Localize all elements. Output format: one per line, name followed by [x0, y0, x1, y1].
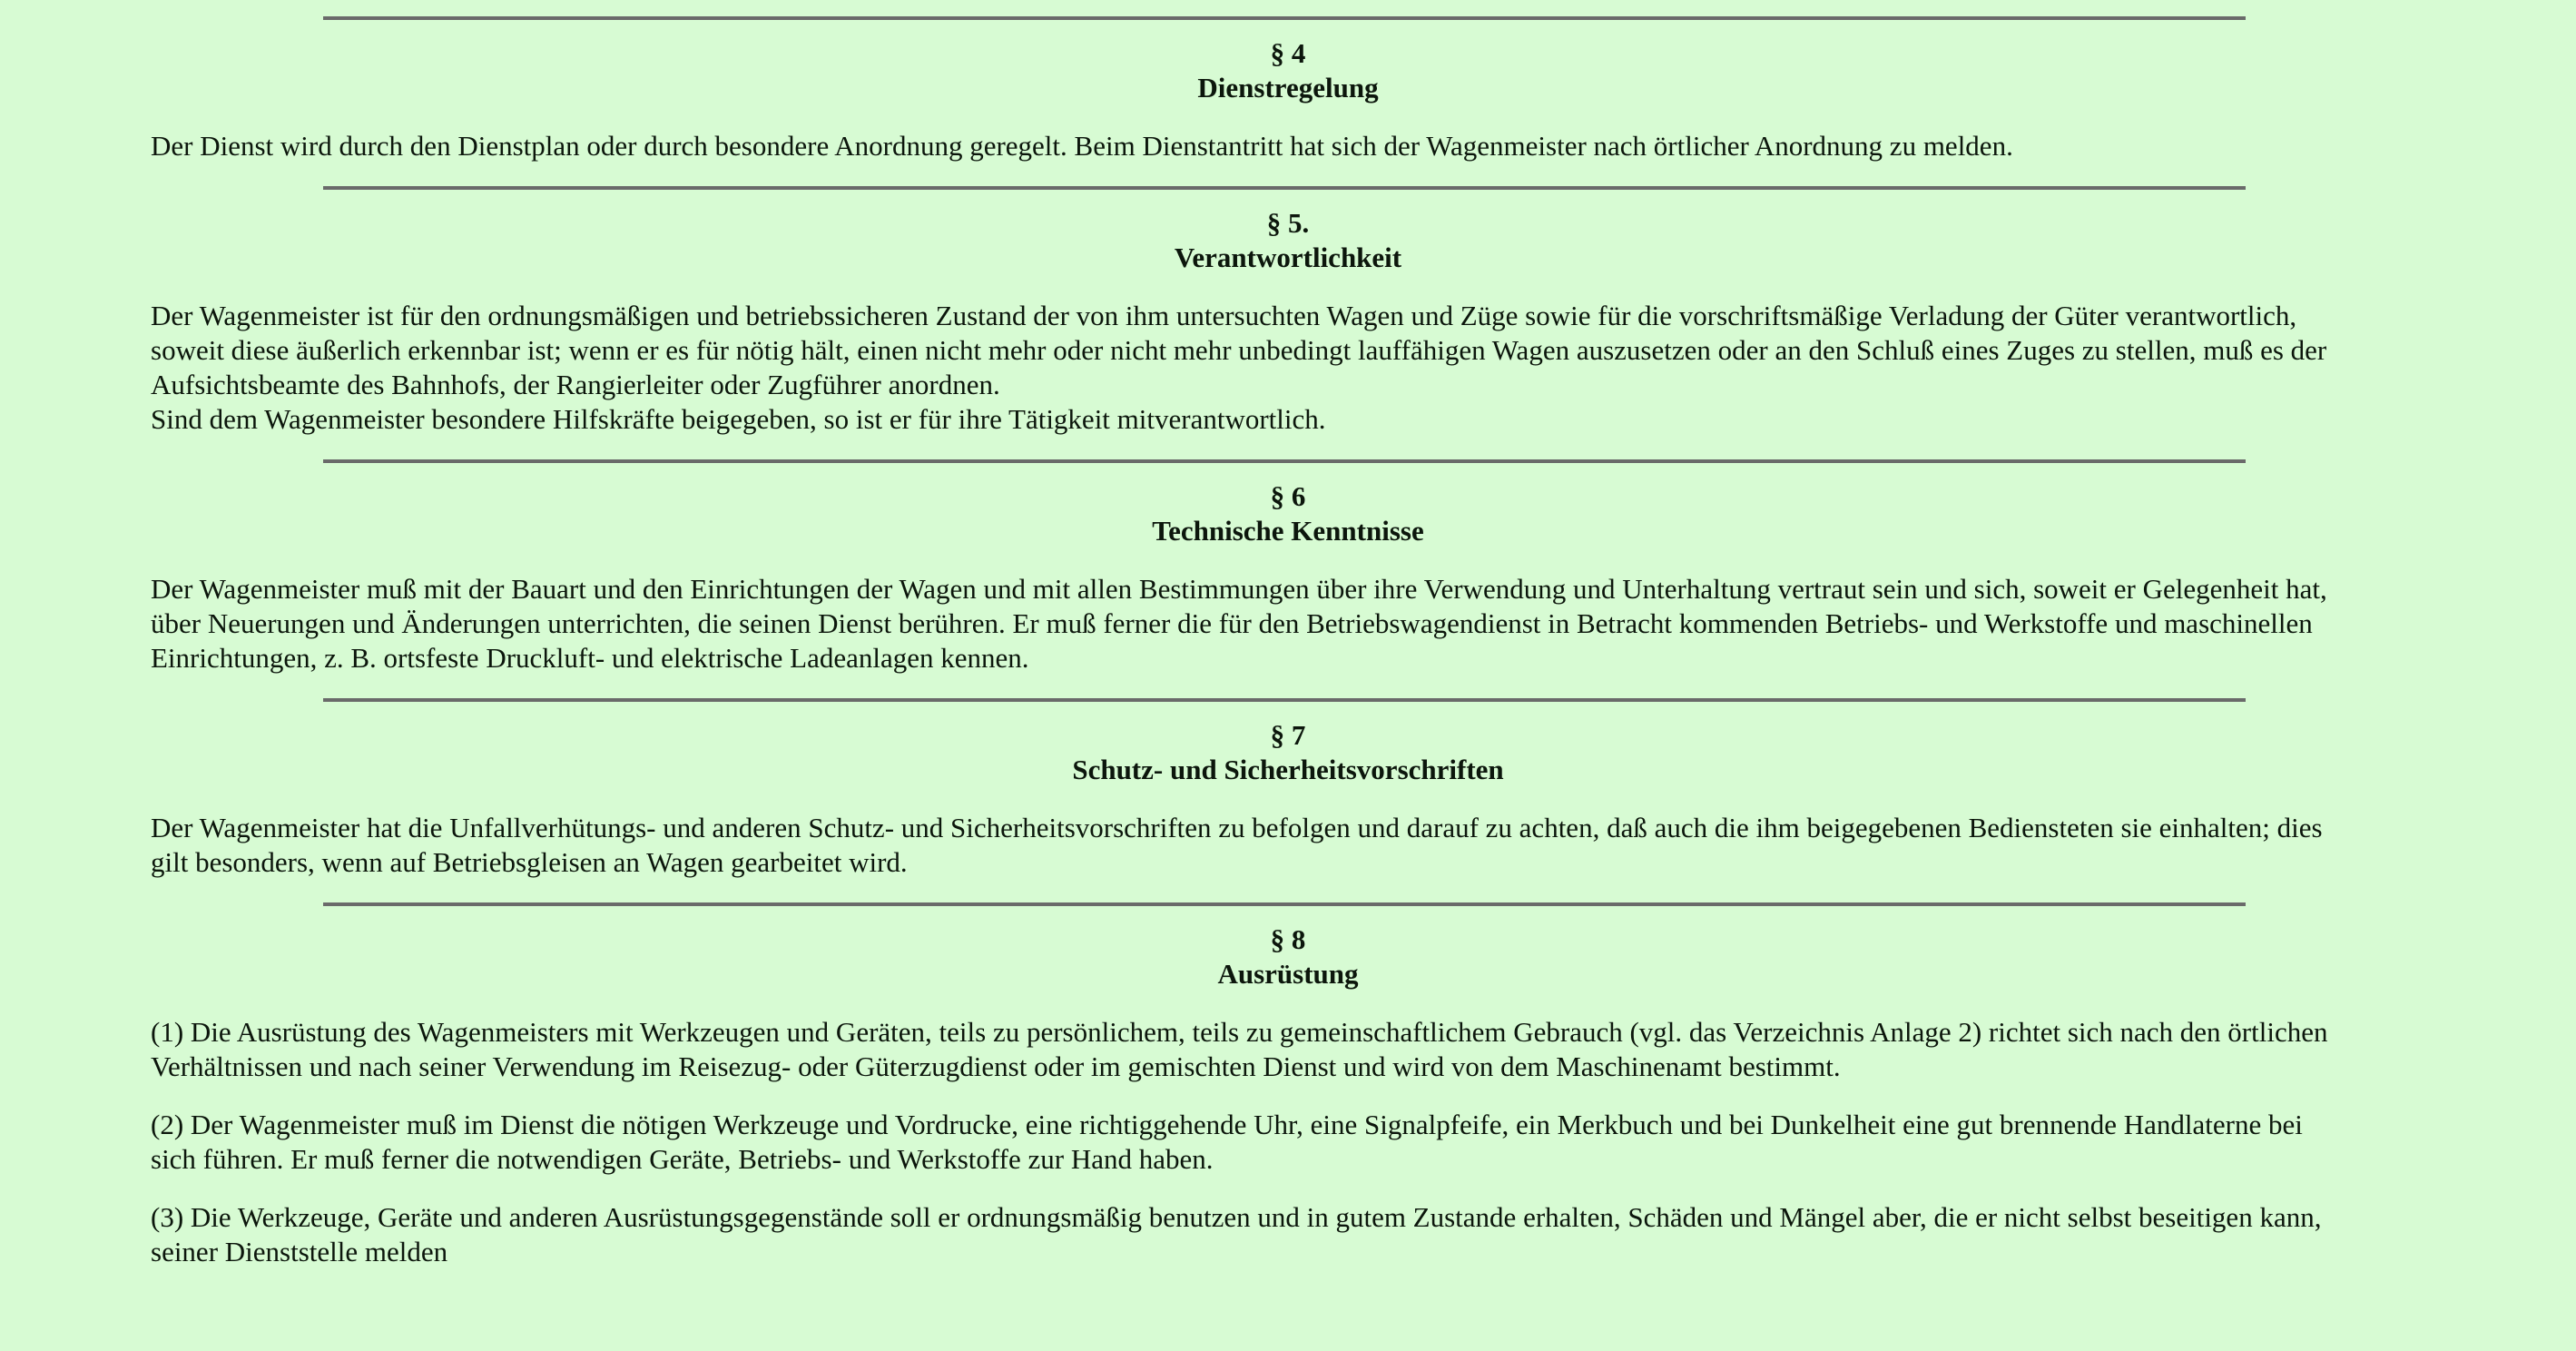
- section-heading: [151, 36, 2425, 105]
- section-number: § 7: [1270, 719, 1306, 751]
- section-title: Schutz- und Sicherheitsvorschriften: [1072, 754, 1504, 785]
- section-heading: [151, 206, 2425, 275]
- section-6: [151, 459, 2425, 698]
- section-title: Dienstregelung: [1197, 72, 1379, 104]
- paragraph: [151, 299, 2425, 437]
- paragraph-line: gilt besonders, wenn auf Betriebsgleisen an Wagen gearbeitet wird.: [151, 846, 908, 878]
- section-number: § 4: [1270, 37, 1306, 69]
- paragraph: [151, 1200, 2425, 1269]
- section-divider: [323, 186, 2246, 190]
- section-7: [151, 698, 2425, 902]
- paragraph-line: Der Wagenmeister ist für den ordnungsmäßigen und betriebssicheren Zustand der von ihm untersuchten Wagen und Züge sowie für die vorschriftsmäßige Verladung der Güter verantwortlich,: [151, 300, 2297, 331]
- paragraph-line: Der Dienst wird durch den Dienstplan oder durch besondere Anordnung geregelt. Beim Dienstantritt hat sich der Wagenmeister nach örtlicher Anordnung zu melden.: [151, 130, 2013, 162]
- section-divider: [323, 459, 2246, 463]
- section-divider: [323, 902, 2246, 906]
- paragraph: [151, 1015, 2425, 1084]
- section-5: [151, 186, 2425, 459]
- paragraph-line: seiner Dienststelle melden: [151, 1236, 448, 1267]
- section-heading: [151, 479, 2425, 548]
- section-title: Technische Kenntnisse: [1152, 515, 1424, 547]
- paragraph: [151, 572, 2425, 676]
- paragraph-line: (3) Die Werkzeuge, Geräte und anderen Ausrüstungsgegenstände soll er ordnungsmäßig benutzen und in gutem Zustande erhalten, Schäden und Mängel aber, die er nicht selbst beseitigen kann,: [151, 1201, 2322, 1233]
- section-title: Ausrüstung: [1217, 958, 1359, 990]
- paragraph-line: Der Wagenmeister muß mit der Bauart und den Einrichtungen der Wagen und mit allen Bestimmungen über ihre Verwendung und Unterhaltung vertraut sein und sich, soweit er Gelegenheit hat,: [151, 573, 2327, 605]
- section-number: § 5.: [1266, 207, 1310, 239]
- paragraph-line: Verhältnissen und nach seiner Verwendung im Reisezug- oder Güterzugdienst oder im gemischten Dienst und wird von dem Maschinenamt bestimmt.: [151, 1050, 1841, 1082]
- section-4: [151, 16, 2425, 186]
- paragraph-line: über Neuerungen und Änderungen unterrichten, die seinen Dienst berühren. Er muß ferner die für den Betriebswagendienst in Betracht kommenden Betriebs- und Werkstoffe und maschinellen: [151, 607, 2313, 639]
- section-divider: [323, 16, 2246, 20]
- section-8: [151, 902, 2425, 1269]
- paragraph-line: Aufsichtsbeamte des Bahnhofs, der Rangierleiter oder Zugführer anordnen.: [151, 369, 1000, 400]
- paragraph-line: soweit diese äußerlich erkennbar ist; wenn er es für nötig hält, einen nicht mehr oder nicht mehr unbedingt lauffähigen Wagen auszusetzen oder an den Schluß eines Zuges zu stellen, muß es der: [151, 334, 2327, 366]
- section-title: Verantwortlichkeit: [1174, 242, 1402, 273]
- paragraph-line: Sind dem Wagenmeister besondere Hilfskräfte beigegeben, so ist er für ihre Tätigkeit mitverantwortlich.: [151, 403, 1326, 435]
- section-number: § 8: [1270, 923, 1306, 955]
- paragraph: [151, 129, 2425, 163]
- paragraph: [151, 811, 2425, 880]
- paragraph-line: Einrichtungen, z. B. ortsfeste Druckluft- und elektrische Ladeanlagen kennen.: [151, 642, 1029, 674]
- paragraph: [151, 1108, 2425, 1177]
- section-number: § 6: [1270, 480, 1306, 512]
- paragraph-line: Der Wagenmeister hat die Unfallverhütungs- und anderen Schutz- und Sicherheitsvorschriften zu befolgen und darauf zu achten, daß auch die ihm beigegebenen Bediensteten sie einhalten; dies: [151, 812, 2323, 843]
- paragraph-line: sich führen. Er muß ferner die notwendigen Geräte, Betriebs- und Werkstoffe zur Hand haben.: [151, 1143, 1214, 1175]
- section-heading: [151, 718, 2425, 787]
- section-heading: [151, 922, 2425, 991]
- section-divider: [323, 698, 2246, 702]
- paragraph-line: (1) Die Ausrüstung des Wagenmeisters mit Werkzeugen und Geräten, teils zu persönlichem, teils zu gemeinschaftlichem Gebrauch (vgl. das Verzeichnis Anlage 2) richtet sich nach den örtlichen: [151, 1016, 2328, 1048]
- paragraph-line: (2) Der Wagenmeister muß im Dienst die nötigen Werkzeuge und Vordrucke, eine richtiggehende Uhr, eine Signalpfeife, ein Merkbuch und bei Dunkelheit eine gut brennende Handlaterne bei: [151, 1109, 2303, 1140]
